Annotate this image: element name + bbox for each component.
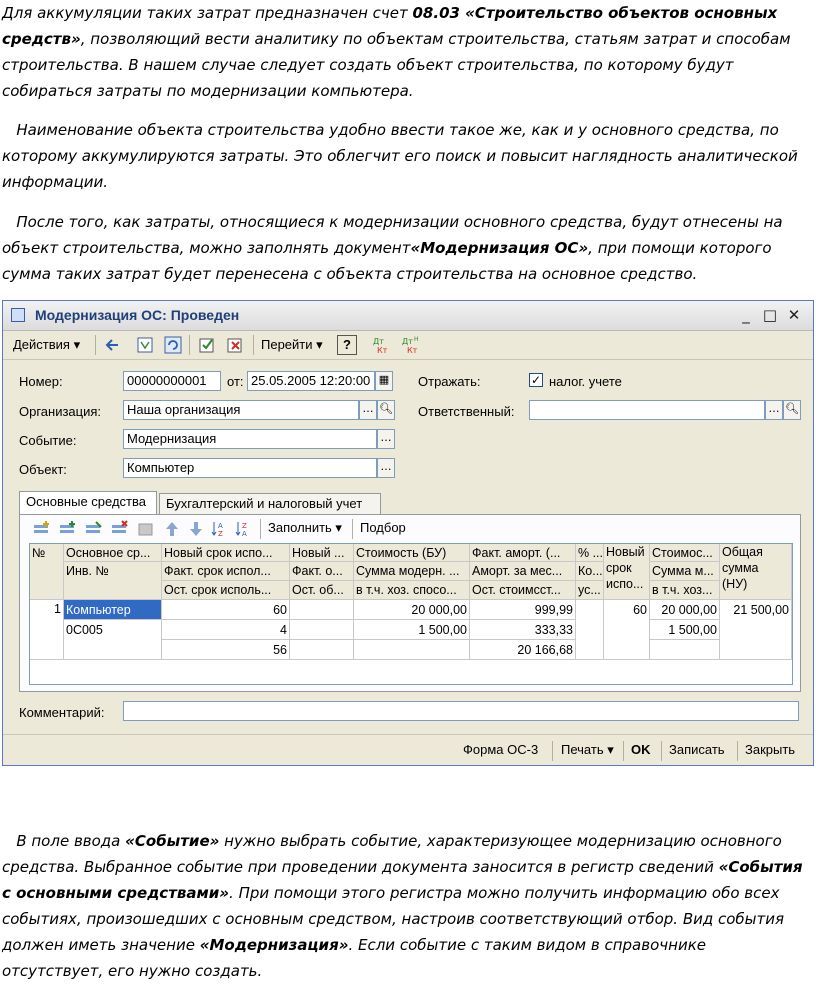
- select-button[interactable]: Подбор: [360, 520, 406, 535]
- sort-ascending-icon[interactable]: [210, 520, 230, 538]
- toolbar-separator: [95, 335, 96, 355]
- window-title: Модернизация ОС: Проведен: [35, 307, 240, 323]
- header-line: Новый: [606, 545, 645, 559]
- back-arrow-icon[interactable]: [103, 335, 123, 355]
- print-menu[interactable]: Печать ▾: [561, 742, 614, 757]
- header-line: сумма: [722, 561, 759, 575]
- row-asset-cell[interactable]: Компьютер: [64, 600, 162, 620]
- svg-text:Дт: Дт: [402, 337, 413, 346]
- calendar-icon[interactable]: ▦: [375, 371, 393, 391]
- event-label: Событие:: [19, 433, 77, 448]
- delete-row-icon[interactable]: [110, 520, 130, 538]
- toolbar-separator: [623, 741, 624, 761]
- responsible-label: Ответственный:: [418, 404, 515, 419]
- column-header-amort-month[interactable]: Аморт. за мес...: [470, 562, 576, 581]
- header-line: Общая: [722, 545, 763, 559]
- title-bar: [3, 301, 813, 331]
- header-line: испо...: [606, 577, 644, 591]
- row-inv-cell[interactable]: 0С005: [64, 620, 162, 660]
- column-header-conditions[interactable]: ус...: [576, 581, 604, 600]
- column-header-rest-term[interactable]: Ост. срок исполь...: [162, 581, 290, 600]
- reflect-label: Отражать:: [418, 374, 481, 389]
- object-label: Объект:: [19, 462, 67, 477]
- column-header-rest-volume[interactable]: Ост. об...: [290, 581, 354, 600]
- column-header-nu-term[interactable]: [604, 544, 650, 600]
- paragraph-2: [2, 117, 808, 195]
- responsible-input[interactable]: [529, 400, 765, 420]
- column-header-percent[interactable]: % ...: [578, 546, 604, 560]
- event-input[interactable]: Модернизация: [123, 429, 377, 449]
- p3-text: После того, как затраты, относящиеся к модернизации основного средства, будут отнесены на объект строительства, можно заполнять документ: [2, 213, 783, 257]
- column-header-incl-own[interactable]: в т.ч. хоз. спосо...: [354, 581, 470, 600]
- header-line: (НУ): [722, 577, 748, 591]
- fixed-assets-table: [29, 543, 793, 685]
- paragraph-1: [2, 0, 808, 104]
- svg-text:A: A: [242, 530, 247, 538]
- row-modern-sum-cell[interactable]: 1 500,00: [354, 620, 470, 640]
- p3-text-end: , при помощи которого сумма таких затрат будет перенесена с объекта строительства на основное средство.: [2, 239, 772, 283]
- svg-text:Н: Н: [414, 336, 419, 343]
- p1-account: 08.03 «Строительство объектов основных средств»: [2, 4, 778, 48]
- column-header-asset[interactable]: Основное ср...: [64, 544, 162, 562]
- organization-label: Организация:: [19, 404, 102, 419]
- number-label: Номер:: [19, 374, 63, 389]
- p3-doc-name: «Модернизация ОС»: [410, 239, 589, 257]
- move-up-icon[interactable]: [162, 520, 182, 538]
- p1-text: Для аккумуляции таких затрат предназначен счет: [2, 4, 413, 22]
- row-nu-term-cell[interactable]: 60: [604, 600, 650, 660]
- tab-fixed-assets[interactable]: Основные средства: [19, 491, 157, 515]
- unpost-document-icon[interactable]: [225, 335, 245, 355]
- responsible-select-button[interactable]: …: [765, 400, 783, 420]
- document-window: [2, 300, 814, 766]
- toolbar-separator: [260, 519, 261, 539]
- help-button[interactable]: ?: [337, 335, 357, 355]
- svg-text:Z: Z: [218, 530, 223, 538]
- svg-text:Дт: Дт: [373, 337, 384, 346]
- bottom-bar: [3, 734, 813, 765]
- row-nu-cost-cell[interactable]: 20 000,00: [650, 600, 720, 620]
- row-new-term-cell[interactable]: 60: [162, 600, 290, 620]
- p4-text: В поле ввода: [16, 832, 126, 850]
- organization-input[interactable]: Наша организация: [123, 400, 359, 420]
- toolbar-separator: [352, 519, 353, 539]
- row-nu-total-cell[interactable]: 21 500,00: [720, 600, 792, 660]
- event-select-button[interactable]: …: [377, 429, 395, 449]
- p4-text-2: нужно выбрать событие, характеризующее модернизацию основного средства. Выбранное событие при проведении документа заносится в регистр сведений: [2, 832, 782, 876]
- column-header-nu-cost[interactable]: Стоимос...: [650, 544, 720, 562]
- row-fact-amort-cell[interactable]: 999,99: [470, 600, 576, 620]
- row-fact-term-cell[interactable]: 4: [162, 620, 290, 640]
- header-line: срок: [606, 561, 632, 575]
- sort-descending-icon[interactable]: [234, 520, 254, 538]
- toolbar-separator: [552, 741, 553, 761]
- close-icon[interactable]: ✕: [787, 306, 801, 324]
- refresh-icon[interactable]: [163, 335, 183, 355]
- column-header-fact-volume[interactable]: Факт. о...: [290, 562, 354, 581]
- toolbar-separator: [661, 741, 662, 761]
- column-header-number[interactable]: №: [30, 544, 64, 600]
- row-incl-own-cell[interactable]: [354, 640, 470, 660]
- goto-menu[interactable]: Перейти ▾: [261, 337, 323, 352]
- comment-input[interactable]: [123, 701, 799, 721]
- svg-text:A: A: [218, 522, 223, 530]
- fill-menu[interactable]: Заполнить ▾: [268, 520, 342, 535]
- row-rest-volume-cell[interactable]: [290, 640, 354, 660]
- form-os3-button[interactable]: Форма ОС-3: [463, 742, 539, 757]
- tax-accounting-label: налог. учете: [549, 374, 622, 389]
- column-header-cost[interactable]: Стоимость (БУ): [354, 544, 470, 562]
- minimize-icon[interactable]: _: [742, 306, 750, 324]
- row-rest-cost-cell[interactable]: 20 166,68: [470, 640, 576, 660]
- column-header-new-term[interactable]: Новый срок испо...: [162, 544, 290, 562]
- object-select-button[interactable]: …: [377, 458, 395, 478]
- svg-text:Z: Z: [242, 522, 247, 530]
- toolbar: [3, 331, 813, 360]
- p4-event-kind: «Модернизация»: [199, 936, 349, 954]
- date-from-label: от:: [227, 374, 244, 389]
- edit-row-icon[interactable]: [84, 520, 104, 538]
- organization-select-button[interactable]: …: [359, 400, 377, 420]
- row-fact-volume-cell[interactable]: [290, 620, 354, 640]
- column-header-nu-modern[interactable]: Сумма м...: [650, 562, 720, 581]
- number-input[interactable]: 00000000001: [123, 371, 221, 391]
- p2-text: Наименование объекта строительства удобно ввести такое же, как и у основного средства, по которому аккумулируются затраты. Это облегчит его поиск и повысит наглядность аналитической информации.: [2, 121, 798, 191]
- column-header-fact-term[interactable]: Факт. срок испол...: [162, 562, 290, 581]
- object-input[interactable]: Компьютер: [123, 458, 377, 478]
- row-cost-cell[interactable]: 20 000,00: [354, 600, 470, 620]
- column-header-inv[interactable]: Инв. №: [64, 562, 162, 600]
- copy-row-icon[interactable]: [58, 520, 78, 538]
- paragraph-4: [2, 828, 808, 984]
- toolbar-separator: [253, 335, 254, 355]
- column-header-new-volume[interactable]: Новый ...: [290, 544, 354, 562]
- paragraph-3: [2, 209, 808, 287]
- debit-credit-icon[interactable]: [371, 335, 391, 355]
- post-document-icon[interactable]: [197, 335, 217, 355]
- tax-debit-credit-icon[interactable]: [401, 335, 421, 355]
- p4-text-end: . Если событие с таким видом в справочнике отсутствует, его нужно создать.: [2, 936, 706, 980]
- actions-menu[interactable]: Действия ▾: [13, 337, 81, 352]
- tax-accounting-checkbox[interactable]: ✓: [530, 373, 542, 387]
- row-nu-modern-cell[interactable]: 1 500,00: [650, 620, 720, 640]
- column-header-rest-cost[interactable]: Ост. стоимсст...: [470, 581, 576, 600]
- end-edit-icon[interactable]: [136, 520, 156, 538]
- date-input[interactable]: 25.05.2005 12:20:00: [247, 371, 375, 391]
- close-button[interactable]: Закрыть: [745, 742, 796, 757]
- row-number: 1: [30, 600, 64, 660]
- document-icon: [11, 308, 25, 322]
- row-new-volume-cell[interactable]: [290, 600, 354, 620]
- row-nu-incl-own-cell[interactable]: [650, 640, 720, 660]
- toolbar-separator: [737, 741, 738, 761]
- row-rest-term-cell[interactable]: 56: [162, 640, 290, 660]
- row-amort-month-cell[interactable]: 333,33: [470, 620, 576, 640]
- comment-label: Комментарий:: [19, 705, 105, 720]
- save-button[interactable]: Записать: [669, 742, 725, 757]
- add-row-icon[interactable]: [32, 520, 52, 538]
- row-percent-cell[interactable]: [576, 600, 604, 660]
- move-down-icon[interactable]: [186, 520, 206, 538]
- p4-register-name: «События с основными средствами»: [2, 858, 803, 902]
- column-header-coef[interactable]: Ко...: [576, 562, 604, 581]
- responsible-search-icon[interactable]: 🔍︎: [783, 400, 801, 420]
- svg-text:Кт: Кт: [377, 346, 388, 355]
- maximize-icon[interactable]: □: [762, 306, 778, 324]
- document-view-icon[interactable]: [135, 335, 155, 355]
- p4-text-3: . При помощи этого регистра можно получить информацию обо всех событиях, произошедших с основным средством, настроив соответствующий отбор. Вид события должен иметь значение: [2, 884, 785, 954]
- column-header-nu-total[interactable]: [720, 544, 792, 600]
- svg-text:Кт: Кт: [407, 346, 418, 355]
- column-header-modern-sum[interactable]: Сумма модерн. ...: [354, 562, 470, 581]
- organization-search-icon[interactable]: 🔍︎: [377, 400, 395, 420]
- p4-event-field: «Событие»: [125, 832, 220, 850]
- column-header-fact-amort[interactable]: Факт. аморт. (...: [470, 544, 576, 562]
- ok-button[interactable]: OK: [631, 742, 651, 757]
- toolbar-separator: [189, 335, 190, 355]
- tab-accounting[interactable]: Бухгалтерский и налоговый учет: [159, 493, 381, 515]
- column-header-nu-incl-own[interactable]: в т.ч. хоз...: [650, 581, 720, 600]
- p1-text-end: , позволяющий вести аналитику по объектам строительства, статьям затрат и способам строительства. В нашем случае следует создать объект строительства, по которому будут собираться затраты по модернизации компьютера.: [2, 30, 791, 100]
